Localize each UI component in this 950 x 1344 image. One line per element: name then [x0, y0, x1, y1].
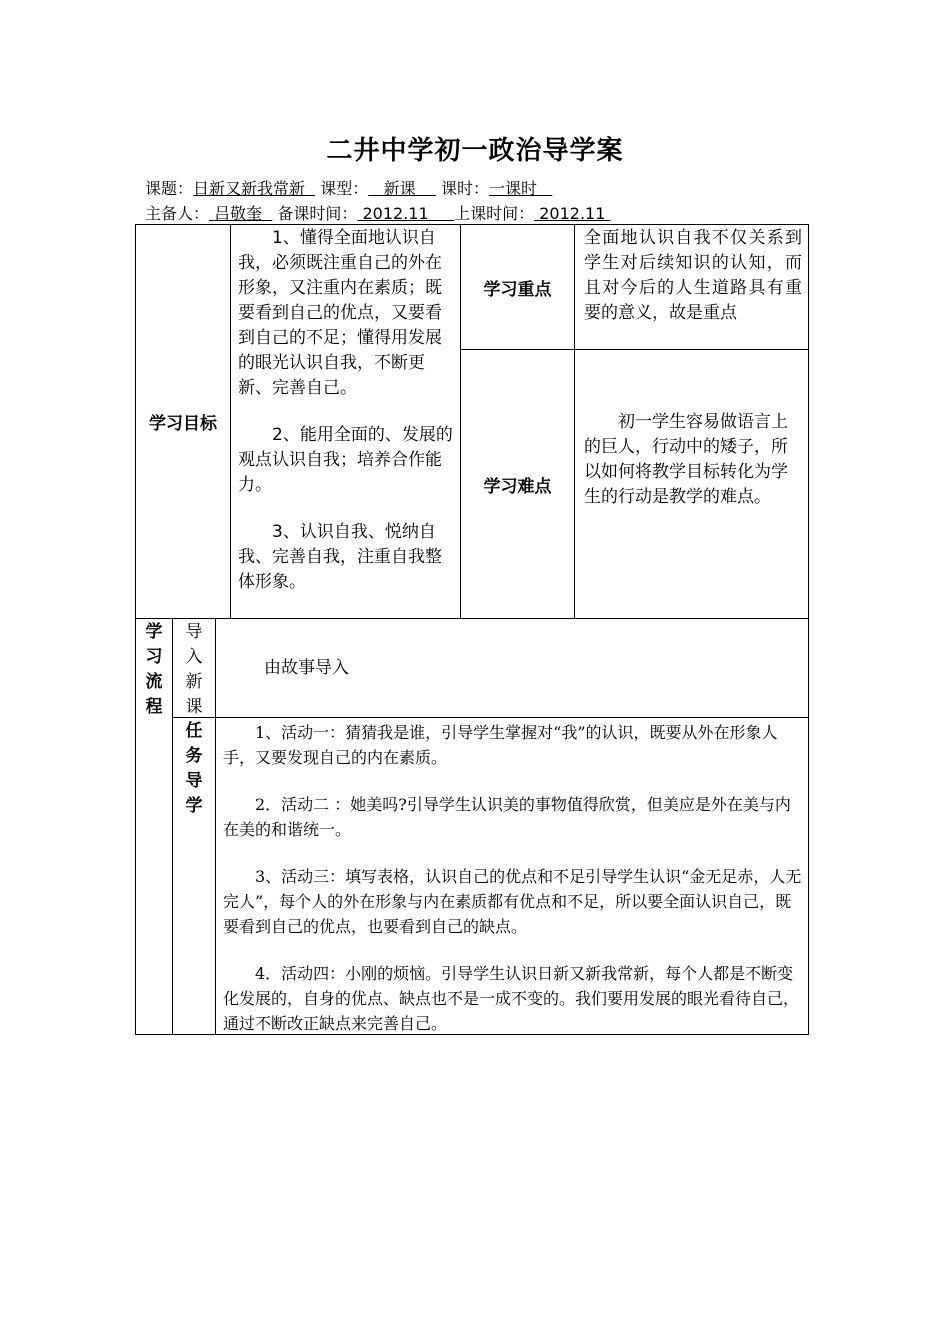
task-label: 任 务 导 学 [185, 721, 203, 816]
hours-value: 一课时 [489, 179, 538, 198]
key-point-text: 全面地认识自我不仅关系到学生对后续知识的认知，而且对今后的人生道路具有重要的意义，故是重点 [584, 228, 802, 323]
type-value: 新课 [383, 179, 416, 198]
objective-item: 3、认识自我、悦纳自我、完善自我，注重自我整体形象。 [238, 522, 442, 592]
prep-time-value: 2012.11 [362, 204, 429, 223]
preparer-value: 吕敬奎 [214, 204, 263, 223]
objective-item: 1、懂得全面地认识自我，必须既注重自己的外在形象，又注重内在素质；既要看到自己的优点，又要看到自己的不足；懂得用发展的眼光认识自我，不断更新、完善自己。 [238, 228, 442, 398]
difficulty-label: 学习难点 [483, 476, 552, 497]
difficulty-text: 初一学生容易做语言上的巨人，行动中的矮子，所以如何将教学目标转化为学生的行动是教学的难点。 [584, 412, 788, 507]
page-title: 二井中学初一政治导学案 [326, 136, 624, 166]
class-time-value: 2012.11 [539, 204, 606, 223]
class-time-label: 上课时间： [454, 204, 535, 223]
key-point-label: 学习重点 [483, 279, 552, 300]
process-label: 学 习 流 程 [145, 622, 163, 717]
intro-label: 导 入 新 课 [185, 622, 203, 717]
activity-item: 3、活动三：填写表格，认识自己的优点和不足引导学生认识“金无足赤，人无完人”，每个人的外在形象与内在素质都有优点和不足，所以要全面认识自己，既要看到自己的优点，也要看到自己的缺点。 [223, 867, 802, 936]
objective-item: 2、能用全面的、发展的观点认识自我；培养合作能力。 [238, 425, 453, 495]
meta-row-preparer [145, 201, 610, 224]
activity-item: 2．活动二 ：她美吗?引导学生认识美的事物值得欣赏，但美应是外在美与内在美的和谐统一。 [223, 795, 791, 839]
objectives-label: 学习目标 [149, 414, 217, 434]
topic-label: 课题： [145, 179, 194, 198]
meta-row-topic [145, 176, 552, 199]
activity-item: 4．活动四：小刚的烦恼。引导学生认识日新又新我常新，每个人都是不断变化发展的，自身的优点、缺点也不是一成不变的。我们要用发展的眼光看待自己，通过不断改正缺点来完善自己。 [223, 964, 800, 1033]
objectives-list [238, 226, 454, 595]
prep-time-label: 备课时间： [277, 204, 358, 223]
preparer-label: 主备人： [145, 204, 210, 223]
activities-list [223, 720, 803, 1036]
hours-label: 课时： [441, 179, 490, 198]
type-label: 课型： [320, 179, 369, 198]
intro-text: 由故事导入 [264, 658, 349, 678]
topic-value: 日新又新我常新 [193, 179, 306, 198]
activity-item: 1、活动一：猜猜我是谁，引导学生掌握对“我”的认识，既要从外在形象人手，又要发现自己的内在素质。 [223, 723, 778, 767]
